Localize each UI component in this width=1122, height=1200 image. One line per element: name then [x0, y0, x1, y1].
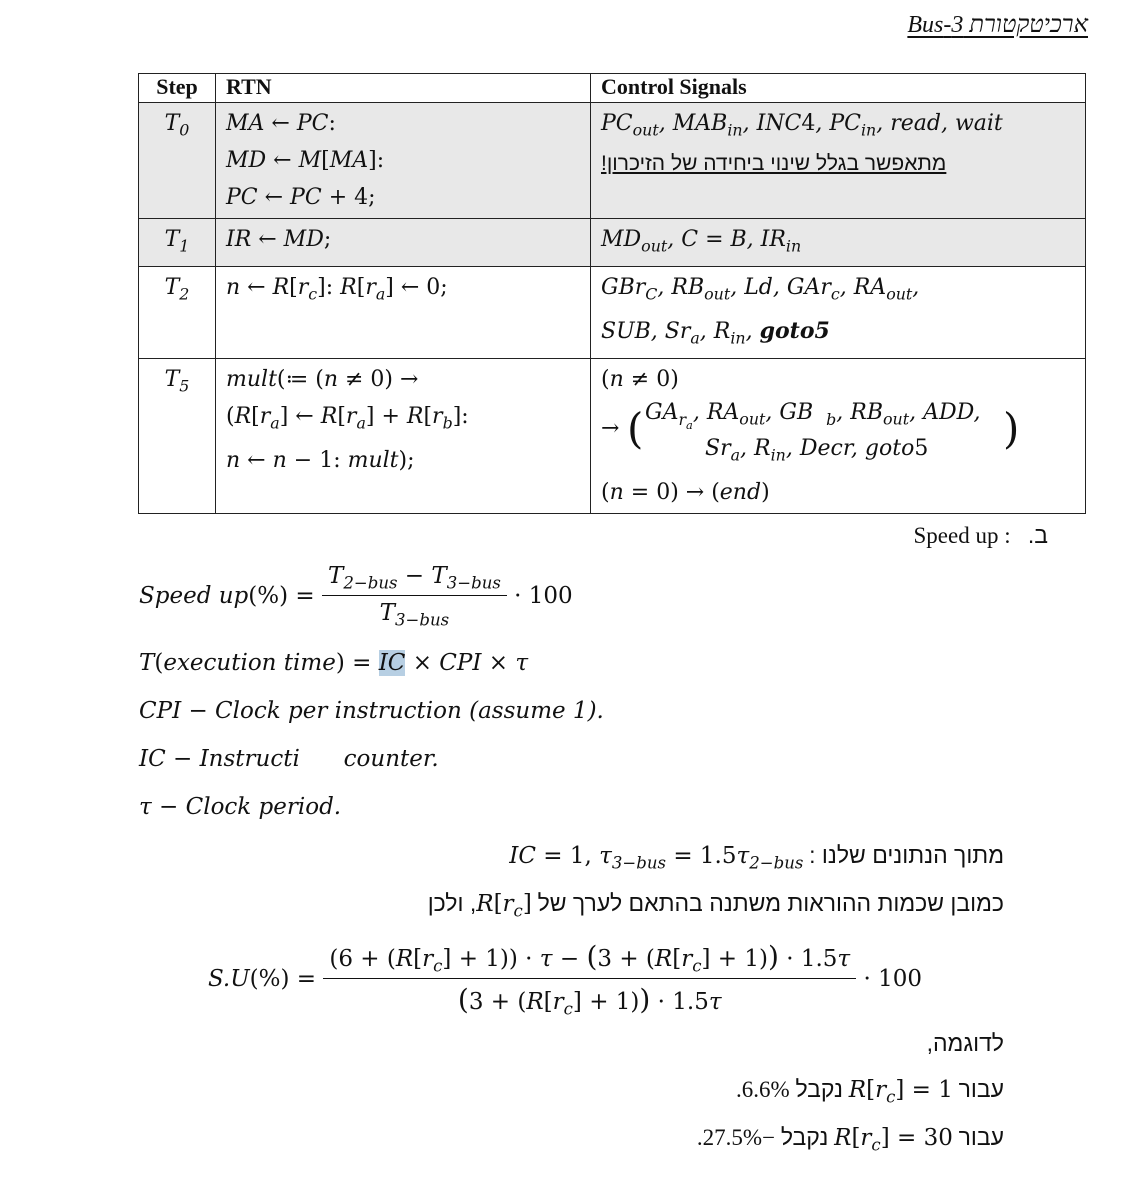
signals-cell: $PC_{out}$, $MAB_{in}$, INC4, $PC_{in}$, read, wait מתאפשר בגלל שינוי ביחידה של הזיכרון! — [591, 103, 1086, 219]
table-row-t2 — [139, 267, 1086, 359]
step-cell: $T_0$ — [139, 103, 216, 219]
step-cell: $T_2$ — [139, 267, 216, 359]
example-1-result: 6.6%. — [736, 1077, 790, 1102]
page-header-title: ארכיטקטורת 3-Bus — [907, 12, 1088, 38]
signals-cell: GBr$_C$, $RB_{out}$, Ld, GAr$_c$, $RA_{out}$, SUB, $Sr_a$, $R_{in}$, goto5 — [591, 267, 1086, 359]
tau-definition: τ − Clock period. — [139, 794, 342, 820]
data-line: מתוך הנתונים שלנו : IC = 1, $\tau_{3-bus} = 1.5\tau_{2-bus}$ — [509, 842, 1004, 873]
rtn-cell: mult(≔ (n ≠ 0) → ($R[r_a]$ ← $R[r_a] + R[r_b]$: n ← n − 1: mult); — [216, 359, 591, 514]
rtn-cell: IR ← MD; — [216, 219, 591, 267]
step-cell: $T_1$ — [139, 219, 216, 267]
table-row-t1 — [139, 219, 1086, 267]
header-step: Step — [139, 74, 216, 103]
example-label: לדוגמה, — [926, 1030, 1004, 1056]
rtn-table — [138, 73, 1086, 514]
rtn-cell: n ← $R[r_c]$: $R[r_a]$ ← 0; — [216, 267, 591, 359]
varies-text: כמובן שכמות ההוראות משתנה בהתאם לערך של — [537, 890, 1004, 916]
memory-note: מתאפשר בגלל שינוי ביחידה של הזיכרון! — [601, 152, 947, 176]
su-formula: S.U(%) = $\frac{(6 + (R[r_c] + 1)) \cdot \tau - (3 + (R[r_c] + 1)) \cdot 1.5\tau}{(3 + (R[r_c] + 1)) \cdot 1.5\tau}$ · 100 — [208, 940, 922, 1019]
execution-time-formula: T(execution time) = IC × CPI × τ — [139, 650, 529, 676]
get-label: נקבל — [780, 1124, 829, 1150]
example-2-result: −27.5%. — [696, 1125, 776, 1150]
varies-text-end: , ולכן — [427, 890, 477, 916]
section-letter: ב. — [1027, 522, 1048, 548]
for-label: עבור — [958, 1076, 1004, 1102]
speedup-fraction: $\frac{T_{2-bus} - T_{3-bus}}{T_{3-bus}}$ — [322, 563, 507, 629]
for-label: עבור — [958, 1124, 1004, 1150]
get-label: נקבל — [795, 1076, 843, 1102]
speedup-formula: Speed up(%) = $\frac{T_{2-bus} - T_{3-bus}}{T_{3-bus}}$ · 100 — [139, 563, 573, 630]
section-b-heading — [913, 522, 1048, 549]
ic-definition: IC − Instructi counter. — [139, 746, 439, 772]
signals-cell: (n ≠ 0) → ( $GA_{r_a}$, $RA_{out}$, GB $_b$, $RB_{out}$, ADD, $Sr_a$, $R_{in}$, Decr, goto5 ) (n = 0) → (end) — [591, 359, 1086, 514]
varies-line: כמובן שכמות ההוראות משתנה בהתאם לערך של $R[r_c]$, ולכן — [427, 890, 1004, 921]
rtn-cell: MA ← PC: MD ← M[MA]: PC ← PC + 4; — [216, 103, 591, 219]
table-header-row — [139, 74, 1086, 103]
table-row-t5 — [139, 359, 1086, 514]
step-cell: $T_5$ — [139, 359, 216, 514]
from-data-label: מתוך הנתונים שלנו : — [809, 842, 1004, 868]
header-rtn: RTN — [216, 74, 591, 103]
header-control-signals: Control Signals — [591, 74, 1086, 103]
example-line-1: עבור $R[r_c] = 1$ נקבל 6.6%. — [736, 1076, 1004, 1107]
section-title: : Speed up — [913, 523, 1011, 548]
example-line-2: עבור $R[r_c] = 30$ נקבל −27.5%. — [696, 1124, 1004, 1155]
cpi-definition: CPI − Clock per instruction (assume 1). — [139, 698, 604, 724]
table-row-t0 — [139, 103, 1086, 219]
signals-cell: $MD_{out}$, C = B, $IR_{in}$ — [591, 219, 1086, 267]
su-fraction: $\frac{(6 + (R[r_c] + 1)) \cdot \tau - (3 + (R[r_c] + 1)) \cdot 1.5\tau}{(3 + (R[r_c] + 1)) \cdot 1.5\tau}$ — [323, 940, 856, 1018]
